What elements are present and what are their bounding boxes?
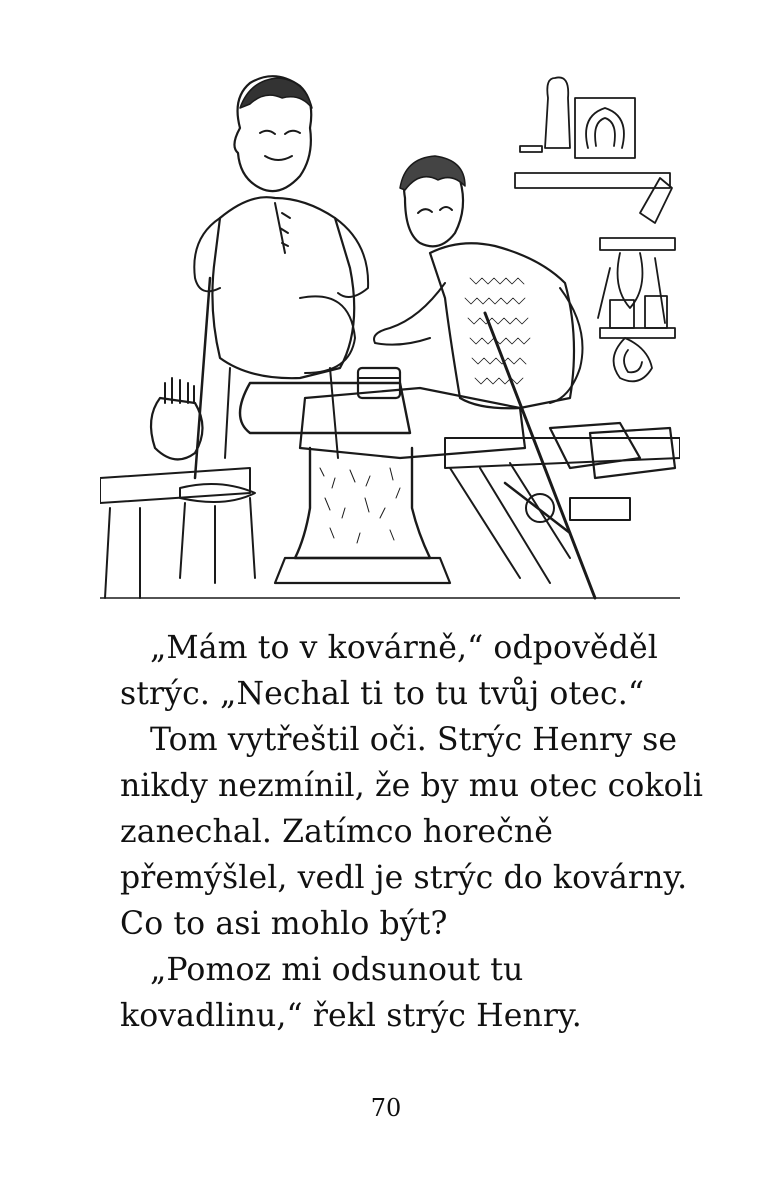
text-line: Co to asi mohlo být? bbox=[120, 906, 448, 942]
text-line: „Pomoz mi odsunout tu bbox=[150, 952, 524, 988]
anvil bbox=[240, 368, 525, 583]
text-line: přemýšlel, vedl je strýc do kovárny. bbox=[120, 860, 688, 896]
text-line: Tom vytřeštil oči. Strýc Henry se bbox=[150, 722, 678, 758]
wall-tools bbox=[515, 77, 675, 381]
left-bench bbox=[100, 378, 255, 598]
paragraph bbox=[120, 717, 704, 947]
vise-bench bbox=[445, 423, 680, 583]
page-number: 70 bbox=[370, 1094, 402, 1122]
paragraph bbox=[120, 947, 680, 1039]
text-line: „Mám to v kovárně,“ odpověděl bbox=[150, 630, 658, 666]
tom-figure bbox=[374, 156, 595, 598]
uncle-figure bbox=[194, 76, 368, 478]
text-line: zanechal. Zatímco horečně bbox=[120, 814, 554, 850]
body-text bbox=[120, 625, 704, 1039]
paragraph bbox=[120, 625, 680, 717]
blacksmith-illustration bbox=[100, 38, 680, 614]
text-line: kovadlinu,“ řekl strýc Henry. bbox=[120, 998, 582, 1034]
text-line: nikdy nezmínil, že by mu otec cokoli bbox=[120, 768, 704, 804]
text-line: strýc. „Nechal ti to tu tvůj otec.“ bbox=[120, 676, 645, 712]
